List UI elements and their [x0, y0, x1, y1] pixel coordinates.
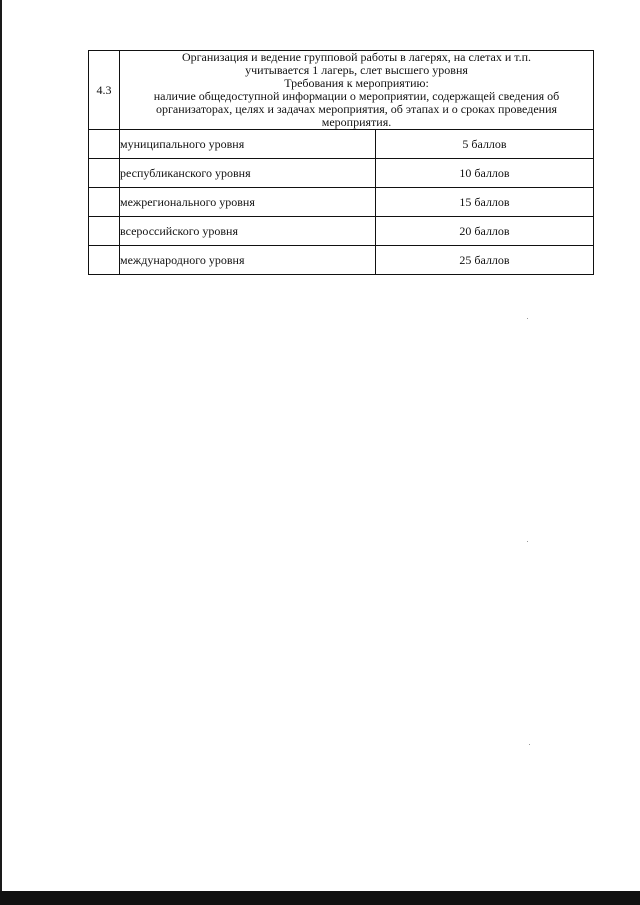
requirements-line: наличие общедоступной информации о мероприятии, содержащей сведения об	[153, 89, 560, 103]
item-number: 4.3	[89, 51, 120, 130]
table-row	[89, 130, 594, 159]
level-points: 25 баллов	[376, 246, 594, 275]
level-points: 20 баллов	[376, 217, 594, 246]
criteria-header-row	[89, 51, 594, 130]
empty-number-cell	[89, 188, 120, 217]
level-name: международного уровня	[120, 246, 376, 275]
scan-left-edge	[0, 0, 2, 905]
level-name: муниципального уровня	[120, 130, 376, 159]
criteria-description	[120, 51, 594, 130]
table-row	[89, 246, 594, 275]
level-points: 5 баллов	[376, 130, 594, 159]
empty-number-cell	[89, 159, 120, 188]
level-points: 15 баллов	[376, 188, 594, 217]
scan-speck	[527, 541, 528, 542]
requirements-line: организаторах, целях и задачах мероприятия, об этапах и о сроках проведения	[155, 102, 558, 116]
criteria-note: учитывается 1 лагерь, слет высшего уровня	[245, 63, 468, 77]
level-name: республиканского уровня	[120, 159, 376, 188]
empty-number-cell	[89, 246, 120, 275]
scan-speck	[527, 318, 528, 319]
criteria-table	[88, 50, 594, 275]
level-name: всероссийского уровня	[120, 217, 376, 246]
level-name: межрегионального уровня	[120, 188, 376, 217]
scan-bottom-edge	[0, 891, 640, 905]
requirements-heading: Требования к мероприятию:	[284, 76, 429, 90]
level-points: 10 баллов	[376, 159, 594, 188]
criteria-title: Организация и ведение групповой работы в лагерях, на слетах и т.п.	[181, 50, 532, 64]
scan-speck	[529, 744, 530, 745]
empty-number-cell	[89, 130, 120, 159]
table-row	[89, 159, 594, 188]
requirements-line: мероприятия.	[321, 115, 392, 129]
table-row	[89, 188, 594, 217]
table-row	[89, 217, 594, 246]
empty-number-cell	[89, 217, 120, 246]
